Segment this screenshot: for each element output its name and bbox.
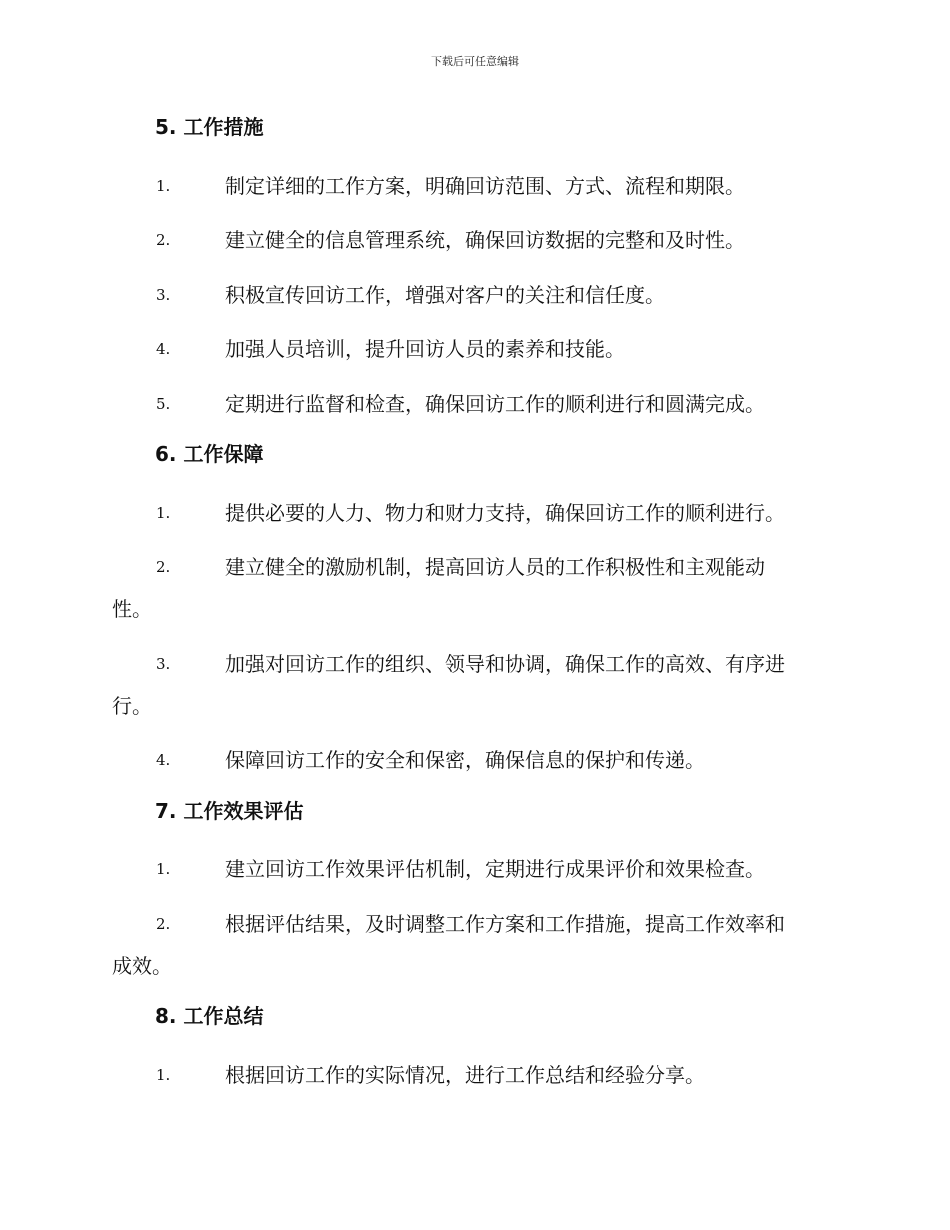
list-item-number: 5. — [156, 394, 171, 413]
section-summary — [112, 999, 842, 1108]
list-item-text: 根据评估结果，及时调整工作方案和工作措施，提高工作效率和 — [225, 911, 785, 936]
list-item-number: 3. — [156, 654, 171, 673]
list-item — [112, 848, 842, 903]
list-item-text: 建立回访工作效果评估机制，定期进行成果评价和效果检查。 — [225, 857, 765, 881]
list-item-text-continuation: 性。 — [112, 597, 152, 621]
list-item-number: 1. — [156, 1065, 171, 1084]
section-title: 8. 工作总结 — [155, 1004, 264, 1028]
list-item-text-continuation: 行。 — [112, 693, 152, 718]
list-item-text: 定期进行监督和检查，确保回访工作的顺利进行和圆满完成。 — [225, 391, 765, 416]
page-header: 下载后可任意编辑 — [431, 55, 519, 68]
list-item-number: 1. — [156, 503, 171, 522]
section-title: 6. 工作保障 — [155, 442, 264, 466]
list-item — [112, 1054, 842, 1109]
list-item-number: 3. — [156, 285, 171, 304]
list-item-number: 1. — [156, 176, 171, 195]
list-item — [112, 492, 842, 547]
list-item-number: 1. — [156, 860, 171, 878]
section-title: 7. 工作效果评估 — [155, 798, 304, 823]
list-item-text: 加强人员培训，提升回访人员的素养和技能。 — [225, 337, 625, 361]
list-item-number: 4. — [156, 751, 171, 769]
list-item-text: 制定详细的工作方案，明确回访范围、方式、流程和期限。 — [225, 173, 745, 198]
list-item-number: 2. — [156, 558, 171, 576]
section-evaluation — [112, 794, 842, 1000]
list-item-number: 2. — [156, 231, 171, 249]
list-item-text: 建立健全的激励机制，提高回访人员的工作积极性和主观能动 — [225, 555, 765, 579]
list-item-text: 建立健全的信息管理系统，确保回访数据的完整和及时性。 — [225, 228, 745, 252]
list-item-number: 4. — [156, 340, 171, 358]
list-item — [112, 383, 842, 438]
list-item — [112, 328, 842, 383]
list-item — [112, 643, 842, 740]
section-title: 5. 工作措施 — [155, 115, 264, 139]
section-measures — [112, 110, 842, 437]
list-item — [112, 739, 842, 794]
list-item-text: 根据回访工作的实际情况，进行工作总结和经验分享。 — [225, 1062, 705, 1087]
list-item-text-continuation: 成效。 — [112, 953, 172, 978]
list-item — [112, 274, 842, 329]
list-item-text: 积极宣传回访工作，增强对客户的关注和信任度。 — [225, 282, 665, 307]
section-guarantees — [112, 437, 842, 794]
list-item-number: 2. — [156, 914, 171, 933]
document-content — [112, 110, 842, 1108]
list-item-text: 加强对回访工作的组织、领导和协调，确保工作的高效、有序进 — [225, 651, 785, 676]
list-item-text: 提供必要的人力、物力和财力支持，确保回访工作的顺利进行。 — [225, 500, 785, 525]
list-item-text: 保障回访工作的安全和保密，确保信息的保护和传递。 — [225, 748, 705, 772]
list-item — [112, 546, 842, 643]
list-item — [112, 903, 842, 1000]
list-item — [112, 219, 842, 274]
list-item — [112, 165, 842, 220]
